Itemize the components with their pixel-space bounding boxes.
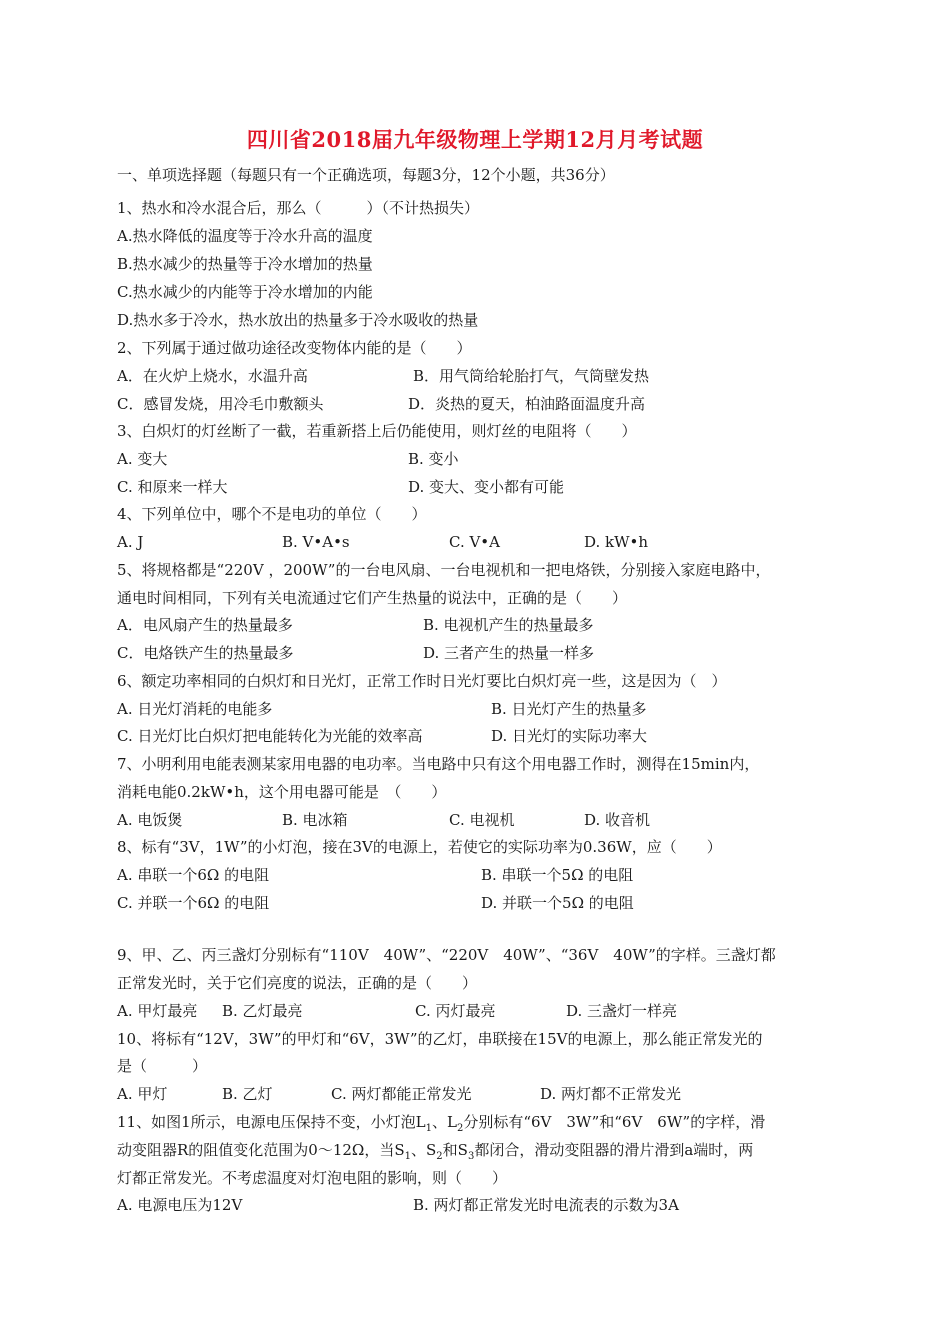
q11-sub: 2	[436, 1151, 443, 1162]
question-5-stem-line-1: 5、将规格都是“220V ，200W”的一台电风扇、一台电视机和一把电烙铁，分别接入家庭电路中，	[117, 561, 771, 579]
question-6-option-d: D. 日光灯的实际功率大	[491, 727, 648, 745]
question-11-stem-line-2	[117, 1139, 753, 1168]
question-2-option-b: B．用气筒给轮胎打气，气筒壁发热	[413, 367, 650, 385]
q11-sub: 1	[404, 1151, 412, 1162]
question-6-option-c: C. 日光灯比白炽灯把电能转化为光能的效率高	[117, 727, 423, 745]
question-7-stem-line-1: 7、小明利用电能表测某家用电器的电功率。当电路中只有这个用电器工作时，测得在15min内，	[117, 755, 760, 773]
question-5-option-a: A．电风扇产生的热量最多	[117, 616, 293, 634]
question-8-option-d: D. 并联一个5Ω 的电阻	[481, 894, 634, 912]
question-7-option-c: C. 电视机	[449, 811, 515, 829]
q11-text: 、L	[431, 1113, 457, 1131]
question-1-option-c: C.热水减少的内能等于冷水增加的内能	[117, 283, 373, 301]
question-8-option-c: C. 并联一个6Ω 的电阻	[117, 894, 270, 912]
question-3-option-c: C. 和原来一样大	[117, 478, 228, 496]
question-7-option-a: A. 电饭煲	[117, 811, 183, 829]
question-4-stem: 4、下列单位中，哪个不是电功的单位（ ）	[117, 505, 427, 523]
question-3-option-b: B. 变小	[408, 450, 459, 468]
question-5-stem-line-2: 通电时间相同，下列有关电流通过它们产生热量的说法中，正确的是（ ）	[117, 589, 628, 607]
question-11-stem-line-1	[117, 1111, 765, 1140]
question-3-option-a: A. 变大	[117, 450, 168, 468]
question-6-stem: 6、额定功率相同的白炽灯和日光灯，正常工作时日光灯要比白炽灯亮一些，这是因为（ ）	[117, 672, 727, 690]
question-9-option-a: A. 甲灯最亮	[117, 1002, 198, 1020]
question-6-option-b: B. 日光灯产生的热量多	[491, 700, 647, 718]
question-11-option-b: B. 两灯都正常发光时电流表的示数为3A	[413, 1196, 679, 1214]
question-8-option-b: B. 串联一个5Ω 的电阻	[481, 866, 634, 884]
question-8-option-a: A. 串联一个6Ω 的电阻	[117, 866, 270, 884]
question-4-option-d: D. kW•h	[584, 533, 649, 551]
question-2-option-d: D．炎热的夏天，柏油路面温度升高	[408, 395, 646, 413]
q11-text: 11、如图1所示，电源电压保持不变，小灯泡L	[117, 1113, 426, 1131]
question-1-option-b: B.热水减少的热量等于冷水增加的热量	[117, 255, 373, 273]
question-10-option-b: B. 乙灯	[222, 1085, 273, 1103]
question-5-option-c: C．电烙铁产生的热量最多	[117, 644, 294, 662]
page-title: 四川省2018届九年级物理上学期12月月考试题	[246, 127, 704, 152]
question-7-option-d: D. 收音机	[584, 811, 651, 829]
question-2-option-a: A．在火炉上烧水，水温升高	[117, 367, 308, 385]
question-6-option-a: A. 日光灯消耗的电能多	[117, 700, 273, 718]
question-4-option-c: C. V•A	[449, 533, 500, 551]
question-5-option-b: B. 电视机产生的热量最多	[423, 616, 594, 634]
question-10-option-c: C. 两灯都能正常发光	[331, 1085, 472, 1103]
q11-sub: 3	[467, 1151, 475, 1162]
q11-text: 动变阻器R的阻值变化范围为0～12Ω，当S	[117, 1141, 405, 1159]
question-4-option-a: A. J	[117, 533, 144, 551]
question-10-option-a: A. 甲灯	[117, 1085, 168, 1103]
question-1-option-d: D.热水多于冷水，热水放出的热量多于冷水吸收的热量	[117, 311, 479, 329]
question-4-option-b: B. V•A•s	[282, 533, 350, 551]
section-heading: 一、单项选择题（每题只有一个正确选项，每题3分，12个小题，共36分）	[117, 166, 615, 184]
question-9-stem-line-2: 正常发光时，关于它们亮度的说法，正确的是（ ）	[117, 974, 478, 992]
question-10-option-d: D. 两灯都不正常发光	[540, 1085, 682, 1103]
question-10-stem-line-1: 10、将标有“12V，3W”的甲灯和“6V，3W”的乙灯，串联接在15V的电源上，那么能正常发光的	[117, 1030, 763, 1048]
question-3-stem: 3、白炽灯的灯丝断了一截，若重新搭上后仍能使用，则灯丝的电阻将（ ）	[117, 422, 637, 440]
question-7-option-b: B. 电冰箱	[282, 811, 348, 829]
question-8-stem: 8、标有“3V，1W”的小灯泡，接在3V的电源上，若使它的实际功率为0.36W，应（ ）	[117, 838, 722, 856]
q11-sub: 1	[425, 1123, 432, 1134]
question-10-stem-line-2: 是（ ）	[117, 1057, 208, 1075]
question-11-option-a: A. 电源电压为12V	[117, 1196, 243, 1214]
q11-text: 都闭合，滑动变阻器的滑片滑到a端时，两	[474, 1141, 754, 1159]
question-9-option-c: C. 丙灯最亮	[415, 1002, 496, 1020]
q11-text: 分别标有“6V 3W”和“6V 6W”的字样，滑	[463, 1113, 766, 1131]
q11-text: 和S	[442, 1141, 468, 1159]
question-2-option-c: C．感冒发烧，用冷毛巾敷额头	[117, 395, 324, 413]
question-7-stem-line-2: 消耗电能0.2kW•h，这个用电器可能是 （ ）	[117, 783, 447, 801]
question-3-option-d: D. 变大、变小都有可能	[408, 478, 565, 496]
question-11-stem-line-3: 灯都正常发光。不考虑温度对灯泡电阻的影响，则（ ）	[117, 1169, 508, 1187]
question-2-stem: 2、下列属于通过做功途径改变物体内能的是（ ）	[117, 339, 472, 357]
q11-sub: 2	[456, 1123, 464, 1134]
question-1-stem: 1、热水和冷水混合后，那么（ ）（不计热损失）	[117, 199, 480, 217]
question-9-stem-line-1: 9、甲、乙、丙三盏灯分别标有“110V 40W”、“220V 40W”、“36V 40W”的字样。三盏灯都	[117, 946, 776, 964]
q11-text: 、S	[411, 1141, 437, 1159]
question-1-option-a: A.热水降低的温度等于冷水升高的温度	[117, 227, 373, 245]
question-5-option-d: D. 三者产生的热量一样多	[423, 644, 595, 662]
question-9-option-d: D. 三盏灯一样亮	[566, 1002, 678, 1020]
question-9-option-b: B. 乙灯最亮	[222, 1002, 303, 1020]
